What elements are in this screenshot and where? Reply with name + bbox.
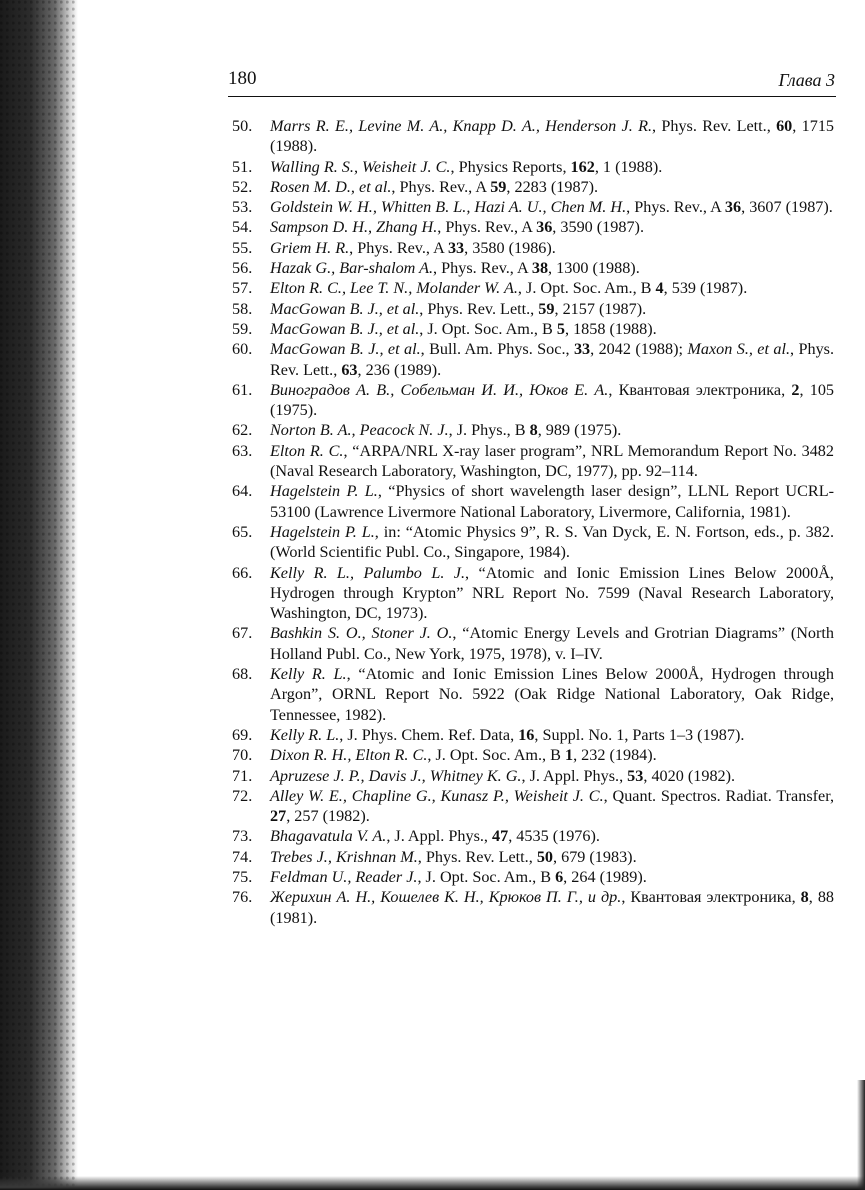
reference-volume: 33: [573, 340, 591, 359]
reference-citation: , J. Appl. Phys.,: [521, 766, 628, 785]
reference-citation: , 1 (1988).: [594, 157, 663, 176]
scan-shadow-left: [0, 0, 78, 1190]
reference-volume: 2: [791, 380, 800, 399]
reference-authors: Dixon R. H., Elton R. C.: [270, 746, 428, 765]
reference-authors: MacGowan B. J., et al.: [270, 340, 421, 359]
reference-authors: Sampson D. H., Zhang H.: [270, 218, 438, 237]
reference-authors: Apruzese J. P., Davis J., Whitney K. G.: [270, 766, 522, 785]
reference-text: [270, 725, 834, 745]
reference-citation: , Phys. Rev. Lett.,: [270, 340, 835, 379]
reference-authors: Hagelstein P. L.: [270, 522, 375, 541]
reference-citation: , J. Opt. Soc. Am., B: [417, 867, 556, 886]
reference-number: 75.: [232, 867, 253, 886]
reference-citation: , Phys. Rev. Lett.,: [419, 299, 539, 318]
reference-volume: 8: [529, 421, 538, 440]
reference-citation: , “Atomic and Ionic Emission Lines Below 2000Å, Hydrogen through Krypton” NRL Report No. 7599 (Naval Research Laboratory, Washington, DC, 1973).: [270, 563, 834, 623]
reference-citation: , “Atomic Energy Levels and Grotrian Diagrams” (North Holland Publ. Co., New York, 1975, 1978), v. I–IV.: [270, 624, 835, 663]
reference-citation: , “Atomic and Ionic Emission Lines Below 2000Å, Hydrogen through Argon”, ORNL Report No. 5922 (Oak Ridge National Laboratory, Oak Ridge, Tennessee, 1982).: [270, 665, 834, 724]
reference-text: [270, 766, 834, 786]
reference-text: [270, 522, 834, 563]
reference-citation: , Phys. Rev. Lett.,: [417, 847, 537, 866]
reference-text: [270, 116, 834, 157]
reference-item: [232, 217, 834, 237]
reference-authors: Trebes J., Krishnan M.: [270, 847, 418, 866]
reference-citation: , Phys. Rev., A: [349, 238, 448, 257]
reference-citation: , 4020 (1982).: [643, 766, 736, 785]
reference-authors: Alley W. E., Chapline G., Kunasz P., Weisheit J. C.: [270, 786, 604, 805]
reference-citation: , 3580 (1986).: [464, 238, 556, 257]
reference-citation: , 4535 (1976).: [508, 827, 600, 846]
reference-citation: , “Physics of short wavelength laser design”, LLNL Report UCRL-53100 (Lawrence Livermore National Laboratory, Livermore, California, 1981).: [270, 482, 834, 521]
reference-authors: Griem H. R.: [270, 238, 350, 257]
header-rule: [228, 96, 836, 97]
reference-authors: Kelly R. L.: [270, 725, 340, 744]
reference-text: [270, 319, 834, 339]
reference-text: [270, 339, 834, 380]
reference-number: 53.: [232, 198, 253, 217]
reference-volume: 1: [564, 746, 574, 765]
reference-authors: Norton B. A., Peacock N. J.: [270, 421, 449, 440]
reference-text: [270, 177, 834, 197]
reference-citation: , in: “Atomic Physics 9”, R. S. Van Dyck, E. N. Fortson, eds., p. 382. (World Scientific Publ. Co., Singapore, 1984).: [270, 522, 835, 562]
reference-item: [232, 258, 834, 278]
reference-authors: Kelly R. L.: [270, 665, 347, 684]
reference-text: [270, 278, 834, 298]
reference-citation: , 2283 (1987).: [506, 177, 599, 196]
reference-item: [232, 197, 834, 217]
reference-citation: , J. Phys. Chem. Ref. Data,: [339, 725, 519, 744]
reference-volume: 38: [531, 259, 549, 278]
reference-volume: 27: [270, 807, 287, 826]
reference-citation: , Physics Reports,: [450, 157, 571, 176]
reference-volume: 59: [490, 177, 507, 196]
reference-item: [232, 786, 834, 827]
reference-volume: 36: [724, 198, 742, 217]
reference-item: [232, 116, 834, 157]
reference-volume: 8: [800, 888, 809, 907]
reference-text: [270, 258, 834, 278]
reference-text: [270, 887, 834, 928]
reference-text: [270, 299, 834, 319]
scan-shadow-right: [857, 1080, 865, 1190]
reference-citation: , Phys. Rev., A: [626, 198, 725, 217]
reference-authors: Bashkin S. O., Stoner J. O.: [270, 624, 453, 643]
reference-citation: , Quant. Spectros. Radiat. Transfer,: [603, 786, 835, 805]
reference-item: [232, 664, 834, 725]
running-head: Глава 3: [778, 70, 835, 90]
reference-authors: Maxon S., et al.: [687, 340, 791, 359]
reference-item: [232, 867, 834, 887]
reference-number: 57.: [232, 279, 253, 298]
reference-list: [232, 116, 834, 928]
reference-number: 76.: [232, 888, 253, 907]
reference-volume: 4: [655, 279, 664, 298]
reference-citation: , J. Phys., B: [448, 421, 530, 440]
reference-citation: , J. Appl. Phys.,: [386, 827, 493, 846]
reference-number: 63.: [232, 441, 253, 460]
reference-text: [270, 441, 834, 482]
reference-item: [232, 847, 834, 867]
reference-citation: , 257 (1982).: [286, 807, 370, 826]
reference-item: [232, 339, 834, 380]
reference-number: 55.: [232, 238, 253, 257]
reference-citation: , J. Opt. Soc. Am., B: [517, 279, 656, 298]
reference-number: 73.: [232, 827, 253, 846]
reference-text: [270, 238, 834, 258]
reference-item: [232, 238, 834, 258]
reference-item: [232, 420, 834, 440]
reference-authors: Виноградов А. В., Собельман И. И., Юков Е. А.: [270, 380, 609, 399]
reference-number: 50.: [232, 117, 253, 135]
reference-citation: , 989 (1975).: [537, 421, 622, 440]
reference-citation: , 232 (1984).: [573, 746, 657, 765]
reference-volume: 33: [447, 238, 465, 257]
reference-item: [232, 745, 834, 765]
reference-authors: Feldman U., Reader J.: [270, 867, 418, 886]
reference-citation: , Phys. Rev. Lett.,: [652, 117, 777, 135]
reference-volume: 59: [538, 299, 555, 318]
reference-item: [232, 278, 834, 298]
reference-text: [270, 563, 834, 624]
reference-number: 58.: [232, 299, 253, 318]
reference-item: [232, 623, 834, 664]
reference-citation: , Suppl. No. 1, Parts 1–3 (1987).: [534, 725, 745, 744]
reference-volume: 53: [627, 766, 644, 785]
reference-citation: , 3607 (1987).: [741, 198, 833, 217]
reference-item: [232, 522, 834, 563]
reference-text: [270, 197, 834, 217]
reference-citation: , 264 (1989).: [563, 867, 647, 886]
reference-item: [232, 380, 834, 421]
reference-item: [232, 157, 834, 177]
reference-citation: , 3590 (1987).: [552, 218, 644, 237]
reference-authors: Bhagavatula V. A.: [270, 827, 387, 846]
reference-volume: 63: [341, 360, 358, 379]
reference-citation: , 539 (1987).: [663, 279, 748, 298]
reference-citation: , J. Opt. Soc. Am., B: [427, 746, 565, 765]
reference-volume: 50: [536, 847, 553, 866]
reference-volume: 47: [492, 827, 509, 846]
reference-text: [270, 826, 834, 846]
reference-number: 62.: [232, 421, 253, 440]
reference-number: 54.: [232, 218, 253, 237]
reference-citation: , 105 (1975).: [270, 380, 834, 420]
reference-citation: , Квантовая электроника,: [608, 380, 792, 399]
reference-number: 51.: [232, 157, 253, 176]
reference-number: 56.: [232, 259, 253, 278]
reference-number: 52.: [232, 177, 253, 196]
reference-citation: , “ARPA/NRL X-ray laser program”, NRL Memorandum Report No. 3482 (Naval Research Laboratory, Washington, DC, 1977), pp. 92–114.: [270, 441, 834, 481]
reference-citation: , Квантовая электроника,: [621, 888, 801, 907]
reference-number: 71.: [232, 766, 253, 785]
reference-text: [270, 623, 834, 664]
reference-number: 59.: [232, 319, 253, 338]
reference-number: 67.: [232, 624, 253, 643]
reference-text: [270, 380, 834, 421]
reference-citation: , 1858 (1988).: [564, 319, 657, 338]
reference-item: [232, 177, 834, 197]
reference-text: [270, 786, 834, 827]
reference-authors: Walling R. S., Weisheit J. C.: [270, 157, 451, 176]
reference-citation: , 2157 (1987).: [554, 299, 647, 318]
reference-volume: 6: [555, 867, 564, 886]
reference-item: [232, 319, 834, 339]
reference-citation: , 679 (1983).: [553, 847, 637, 866]
page-number: 180: [228, 68, 257, 89]
reference-number: 70.: [232, 746, 253, 765]
reference-number: 69.: [232, 725, 253, 744]
reference-text: [270, 481, 834, 522]
reference-authors: Rosen M. D., et al.: [270, 177, 392, 196]
reference-citation: , 88 (1981).: [270, 888, 835, 927]
reference-volume: 162: [570, 157, 595, 176]
reference-number: 60.: [232, 340, 253, 359]
reference-authors: Elton R. C.: [270, 441, 344, 460]
scan-shadow-bottom: [0, 1176, 865, 1190]
reference-number: 66.: [232, 563, 253, 582]
reference-volume: 36: [536, 218, 553, 237]
reference-authors: Marrs R. E., Levine M. A., Knapp D. A., Henderson J. R.: [270, 117, 652, 135]
reference-item: [232, 441, 834, 482]
reference-number: 64.: [232, 482, 253, 501]
reference-authors: MacGowan B. J., et al.: [270, 299, 420, 318]
reference-authors: Elton R. C., Lee T. N., Molander W. A.: [270, 279, 518, 298]
reference-citation: , 236 (1989).: [357, 360, 442, 379]
reference-citation: , 1715 (1988).: [270, 117, 834, 156]
reference-text: [270, 664, 834, 725]
reference-authors: Жерихин А. Н., Кошелев К. Н., Крюков П. Г., и др.: [270, 888, 622, 907]
reference-citation: , Phys. Rev., A: [437, 218, 537, 237]
reference-item: [232, 826, 834, 846]
reference-volume: 60: [776, 117, 793, 135]
reference-citation: , Phys. Rev., A: [391, 177, 491, 196]
reference-citation: , 1300 (1988).: [548, 259, 640, 278]
reference-item: [232, 481, 834, 522]
reference-number: 68.: [232, 665, 253, 684]
reference-item: [232, 766, 834, 786]
reference-authors: Hagelstein P. L.: [270, 482, 378, 501]
reference-authors: Goldstein W. H., Whitten B. L., Hazi A. U., Chen M. H.: [270, 198, 627, 217]
reference-item: [232, 725, 834, 745]
reference-volume: 5: [556, 319, 565, 338]
reference-item: [232, 299, 834, 319]
reference-number: 65.: [232, 522, 253, 541]
reference-volume: 16: [518, 725, 535, 744]
reference-text: [270, 217, 834, 237]
reference-citation: , 2042 (1988);: [590, 340, 688, 359]
reference-item: [232, 563, 834, 624]
reference-text: [270, 745, 834, 765]
reference-item: [232, 887, 834, 928]
reference-number: 74.: [232, 847, 253, 866]
reference-text: [270, 420, 834, 440]
reference-authors: MacGowan B. J., et al.: [270, 319, 420, 338]
reference-authors: Kelly R. L., Palumbo L. J.: [270, 563, 466, 582]
reference-citation: , J. Opt. Soc. Am., B: [419, 319, 557, 338]
reference-authors: Hazak G., Bar-shalom A.: [270, 259, 434, 278]
reference-text: [270, 847, 834, 867]
reference-number: 72.: [232, 786, 253, 805]
reference-citation: , Bull. Am. Phys. Soc.,: [420, 340, 574, 359]
reference-text: [270, 867, 834, 887]
reference-text: [270, 157, 834, 177]
reference-number: 61.: [232, 380, 253, 399]
reference-citation: , Phys. Rev., A: [433, 259, 532, 278]
